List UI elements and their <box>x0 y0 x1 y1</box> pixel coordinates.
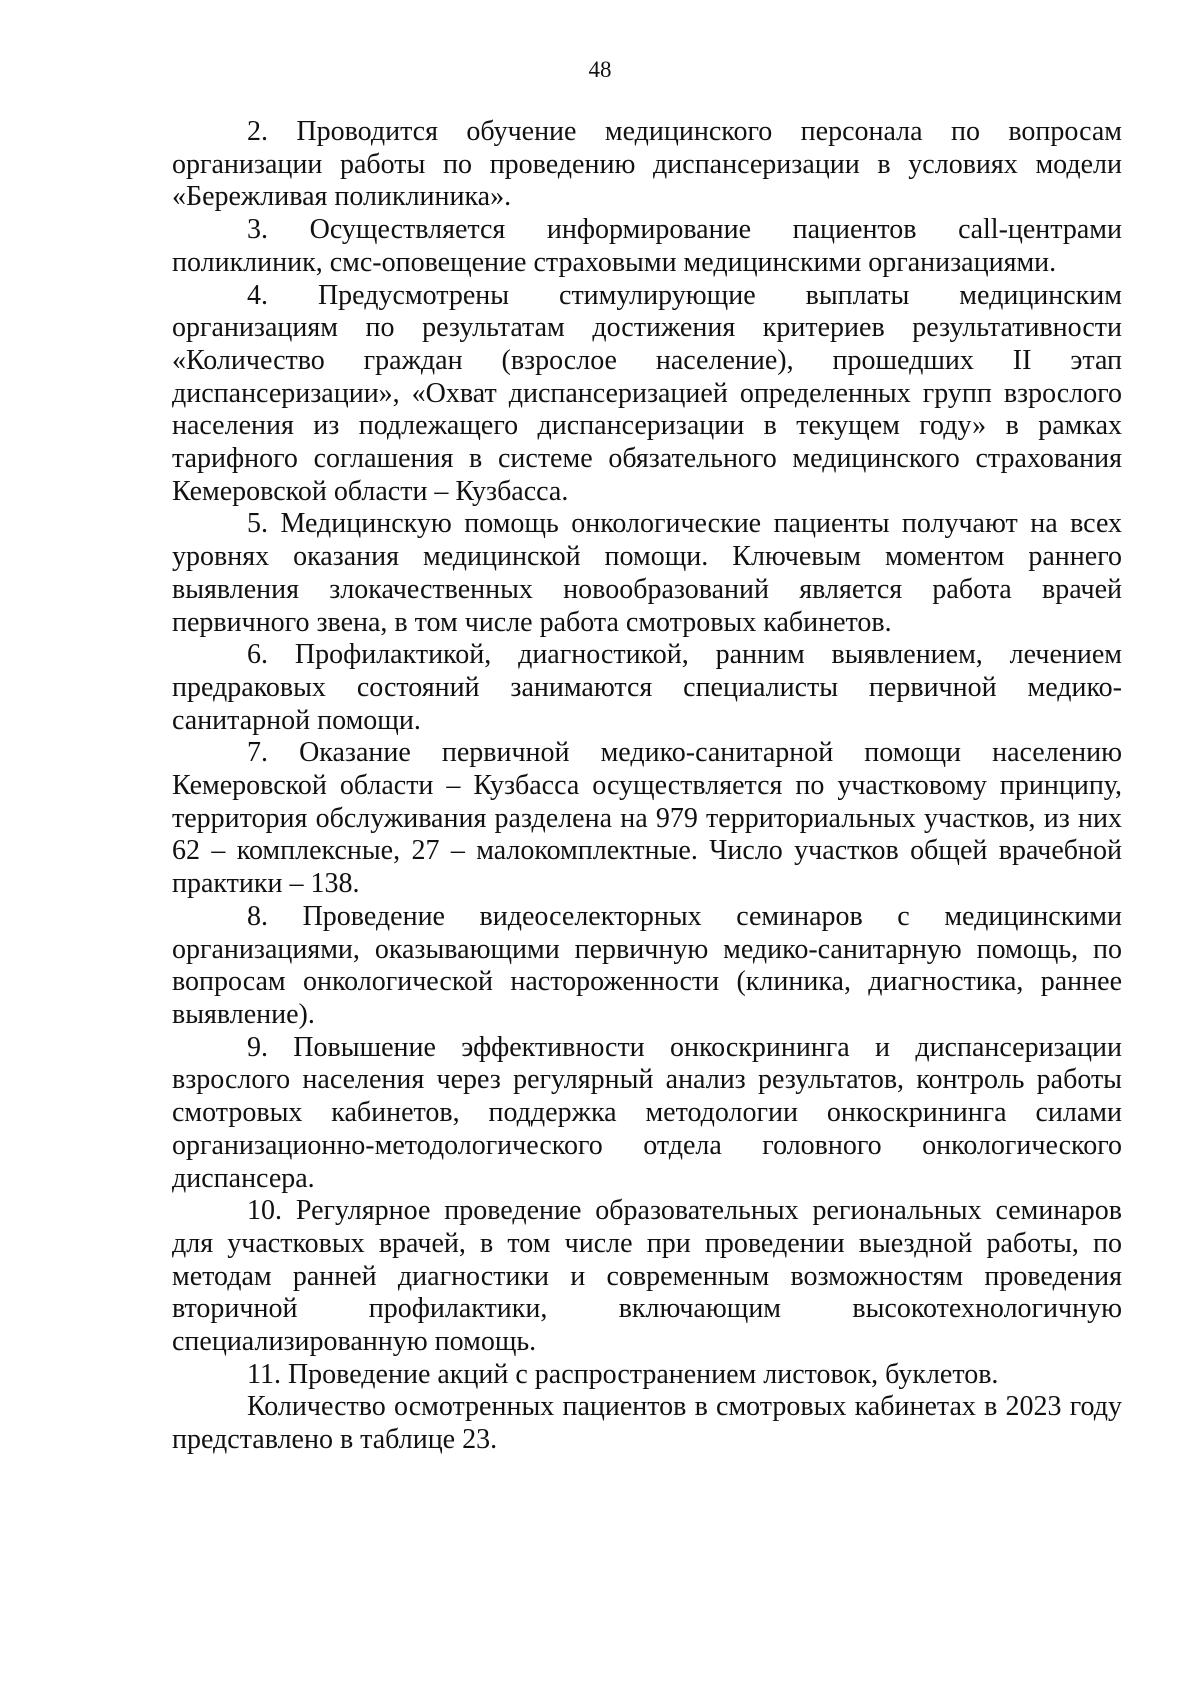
paragraph-item-11: 11. Проведение акций с распространением листовок, буклетов. <box>247 1358 999 1390</box>
paragraph-item-6: 6. Профилактикой, диагностикой, ранним выявлением, лечением предраковых состояний занимаются специалисты первичной медико-санитарной помощи. <box>172 639 1122 736</box>
paragraph-item-8: 8. Проведение видеоселекторных семинаров с медицинскими организациями, оказывающими первичную медико-санитарную помощь, по вопросам онкологической настороженности (клиника, диагностика, раннее выявление). <box>172 900 1122 1030</box>
paragraph-item-7: 7. Оказание первичной медико-санитарной помощи населению Кемеровской области – Кузбасса осуществляется по участковому принципу, территория обслуживания разделена на 979 территориальных участков, из них 62 – комплексные, 27 – малокомплектные. Число участков общей врачебной практики – 138. <box>172 737 1122 900</box>
document-body <box>172 116 1122 1457</box>
paragraph-item-4: 4. Предусмотрены стимулирующие выплаты медицинским организациям по результатам достижения критериев результативности «Количество граждан (взрослое население), прошедших II этап диспансеризации», «Охват диспансеризацией определенных групп взрослого населения из подлежащего диспансеризации в текущем году» в рамках тарифного соглашения в системе обязательного медицинского страхования Кемеровской области – Кузбасса. <box>172 279 1122 507</box>
paragraph-item-9: 9. Повышение эффективности онкоскрининга и диспансеризации взрослого населения через регулярный анализ результатов, контроль работы смотровых кабинетов, поддержка методологии онкоскрининга силами организационно-методологического отдела головного онкологического диспансера. <box>172 1031 1122 1194</box>
paragraph-item-10: 10. Регулярное проведение образовательных региональных семинаров для участковых врачей, в том числе при проведении выездной работы, по методам ранней диагностики и современным возможностям проведения вторичной профилактики, включающим высокотехнологичную специализированную помощь. <box>172 1195 1122 1358</box>
paragraph-item-3: 3. Осуществляется информирование пациентов call-центрами поликлиник, смс-оповещение страховыми медицинскими организациями. <box>172 214 1122 278</box>
paragraph-item-5: 5. Медицинскую помощь онкологические пациенты получают на всех уровнях оказания медицинской помощи. Ключевым моментом раннего выявления злокачественных новообразований является работа врачей первичного звена, в том числе работа смотровых кабинетов. <box>172 508 1122 638</box>
paragraph-item-2: 2. Проводится обучение медицинского персонала по вопросам организации работы по проведению диспансеризации в условиях модели «Бережливая поликлиника». <box>172 116 1122 213</box>
page-number: 48 <box>588 57 612 82</box>
paragraph-table-reference: Количество осмотренных пациентов в смотровых кабинетах в 2023 году представлено в таблице 23. <box>172 1391 1122 1456</box>
